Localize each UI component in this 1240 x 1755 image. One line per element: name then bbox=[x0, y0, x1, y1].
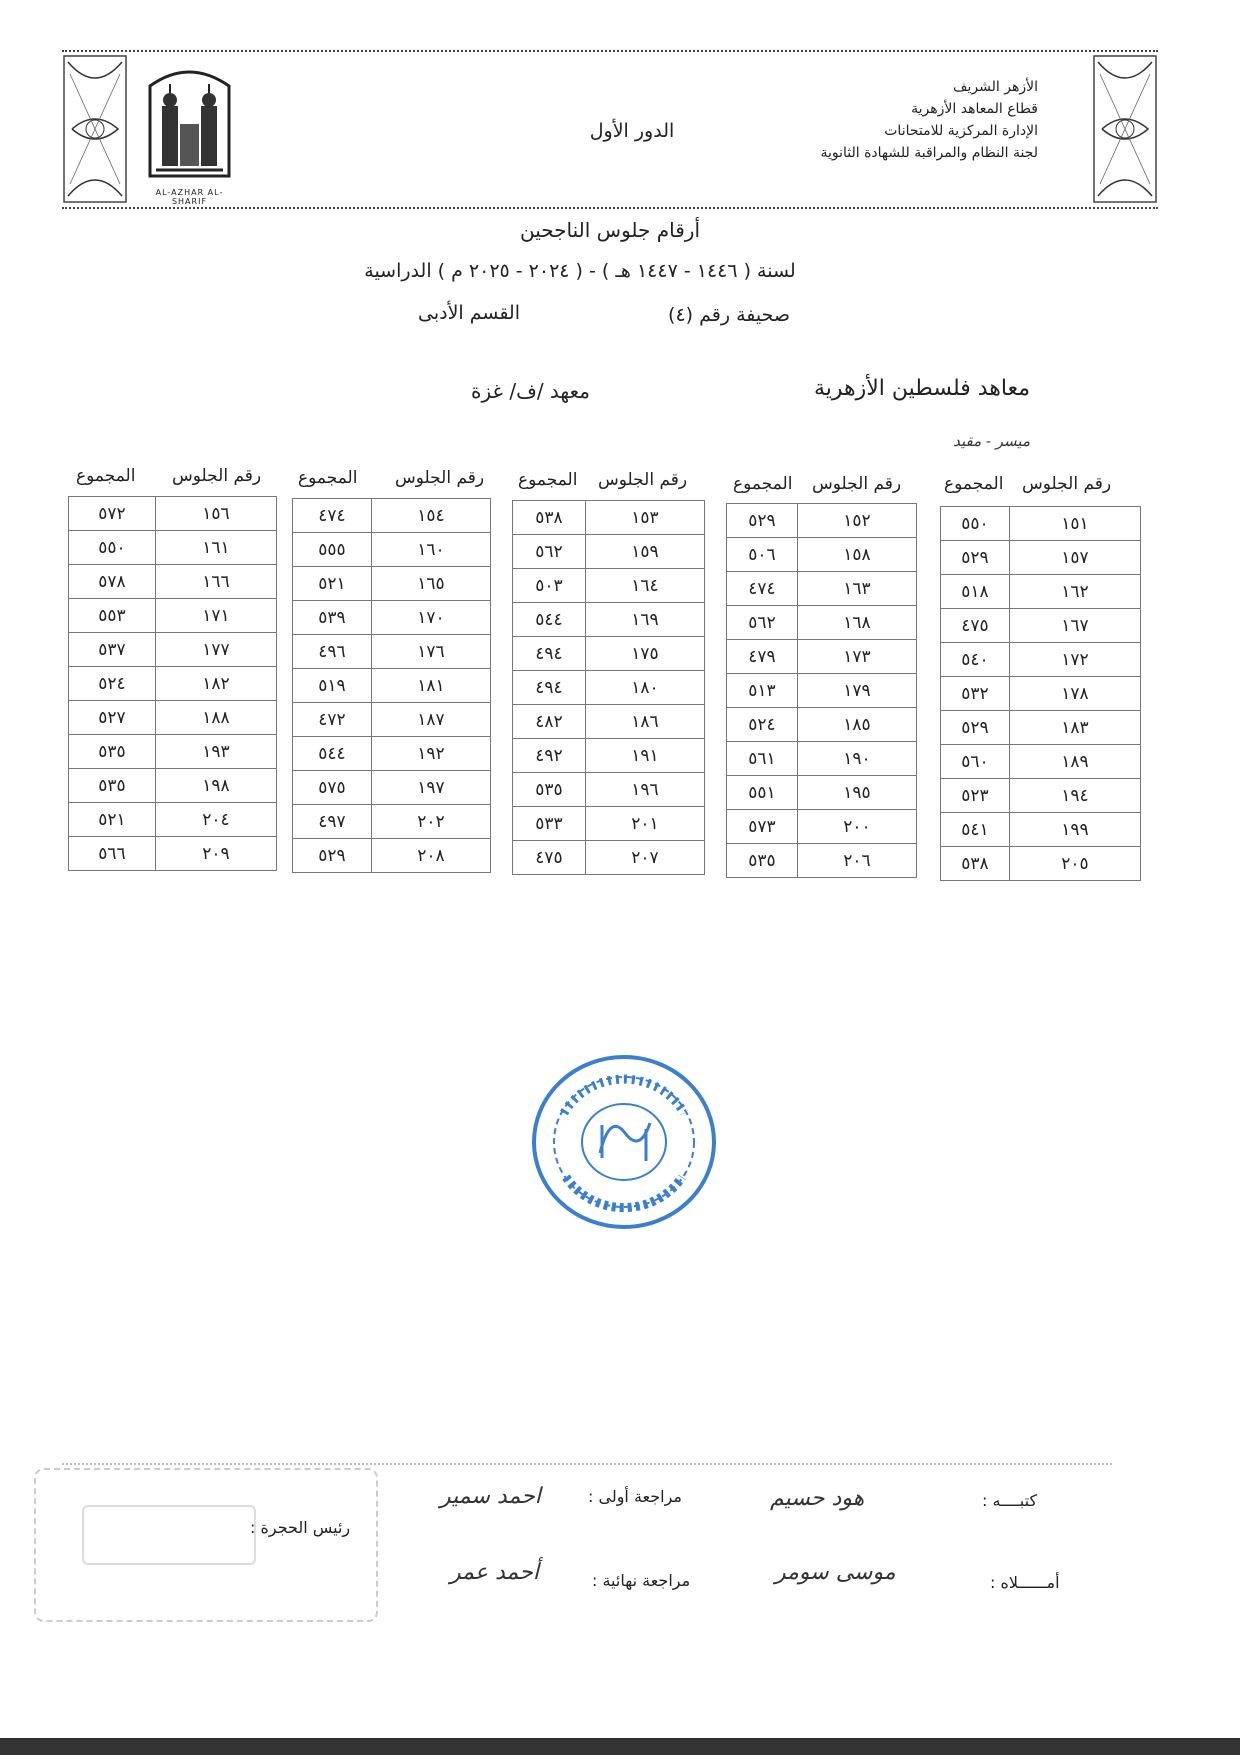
official-stamp-icon bbox=[530, 1053, 718, 1231]
table-row bbox=[941, 813, 1141, 847]
total-cell: ٥٢١ bbox=[293, 567, 372, 601]
dictated-by-label: أمــــــلاه : bbox=[990, 1573, 1060, 1592]
seat-number-cell: ١٦٧ bbox=[1010, 609, 1141, 643]
table-row bbox=[727, 674, 917, 708]
seat-number-cell: ٢٠٥ bbox=[1010, 847, 1141, 881]
col-header-total-4: المجموع bbox=[298, 468, 358, 488]
total-cell: ٥٢٤ bbox=[727, 708, 798, 742]
seat-number-cell: ١٥١ bbox=[1010, 507, 1141, 541]
seat-number-cell: ١٧٢ bbox=[1010, 643, 1141, 677]
seat-number-cell: ١٧٨ bbox=[1010, 677, 1141, 711]
seat-number-cell: ١٥٢ bbox=[798, 504, 917, 538]
table-row bbox=[69, 497, 277, 531]
seat-number-cell: ١٦٤ bbox=[586, 569, 705, 603]
total-cell: ٥٣٧ bbox=[69, 633, 156, 667]
total-cell: ٥٦٦ bbox=[69, 837, 156, 871]
table-row bbox=[513, 773, 705, 807]
header-frame bbox=[62, 50, 1158, 209]
dictated-by-signature: موسى سومر bbox=[775, 1560, 896, 1585]
seat-number-cell: ٢٠٠ bbox=[798, 810, 917, 844]
total-cell: ٥٢٩ bbox=[941, 541, 1010, 575]
table-row bbox=[727, 606, 917, 640]
academic-year: لسنة ( ١٤٤٦ - ١٤٤٧ هـ ) - ( ٢٠٢٤ - ٢٠٢٥ م ) الدراسية bbox=[364, 260, 796, 282]
seat-number-cell: ١٧٩ bbox=[798, 674, 917, 708]
institute-label: معهد /ف/ غزة bbox=[471, 379, 590, 403]
total-cell: ٥٢٩ bbox=[941, 711, 1010, 745]
table-row bbox=[513, 739, 705, 773]
total-cell: ٤٩٦ bbox=[293, 635, 372, 669]
seat-number-cell: ١٩٧ bbox=[372, 771, 491, 805]
seat-number-cell: ١٥٤ bbox=[372, 499, 491, 533]
seat-number-cell: ١٧١ bbox=[156, 599, 277, 633]
table-row bbox=[727, 844, 917, 878]
total-cell: ٥٤١ bbox=[941, 813, 1010, 847]
total-cell: ٤٧٤ bbox=[727, 572, 798, 606]
total-cell: ٤٨٢ bbox=[513, 705, 586, 739]
seat-number-cell: ٢٠٤ bbox=[156, 803, 277, 837]
table-row bbox=[69, 735, 277, 769]
col-header-total-5: المجموع bbox=[76, 466, 136, 486]
table-row bbox=[941, 609, 1141, 643]
seat-number-cell: ١٨٦ bbox=[586, 705, 705, 739]
total-cell: ٥١٨ bbox=[941, 575, 1010, 609]
total-cell: ٥٥٠ bbox=[941, 507, 1010, 541]
section-label: القسم الأدبى bbox=[417, 302, 520, 324]
total-cell: ٥١٩ bbox=[293, 669, 372, 703]
total-cell: ٥٧٣ bbox=[727, 810, 798, 844]
seat-number-cell: ١٦١ bbox=[156, 531, 277, 565]
table-row bbox=[727, 810, 917, 844]
seat-number-cell: ١٥٨ bbox=[798, 538, 917, 572]
table-row bbox=[293, 533, 491, 567]
table-row bbox=[513, 671, 705, 705]
seat-number-cell: ١٥٦ bbox=[156, 497, 277, 531]
seat-number-cell: ١٩٣ bbox=[156, 735, 277, 769]
first-review-label: مراجعة أولى : bbox=[588, 1487, 682, 1506]
total-cell: ٥٢٣ bbox=[941, 779, 1010, 813]
table-row bbox=[941, 779, 1141, 813]
total-cell: ٥٣٩ bbox=[293, 601, 372, 635]
seat-number-cell: ١٩٨ bbox=[156, 769, 277, 803]
table-row bbox=[293, 669, 491, 703]
table-row bbox=[513, 637, 705, 671]
page-number-label: صحيفة رقم (٤) bbox=[668, 304, 790, 326]
total-cell: ٥٤٠ bbox=[941, 643, 1010, 677]
seat-number-cell: ١٩٥ bbox=[798, 776, 917, 810]
total-cell: ٤٧٤ bbox=[293, 499, 372, 533]
seat-number-cell: ١٨٥ bbox=[798, 708, 917, 742]
seat-number-cell: ١٨٨ bbox=[156, 701, 277, 735]
seat-number-cell: ١٥٧ bbox=[1010, 541, 1141, 575]
table-row bbox=[941, 575, 1141, 609]
seat-number-cell: ١٦٣ bbox=[798, 572, 917, 606]
col-header-seat-3: رقم الجلوس bbox=[598, 470, 688, 490]
footer-rule bbox=[62, 1463, 1112, 1465]
total-cell: ٥٦٠ bbox=[941, 745, 1010, 779]
final-review-label: مراجعة نهائية : bbox=[592, 1571, 691, 1590]
results-table-1 bbox=[940, 506, 1141, 881]
total-cell: ٤٧٥ bbox=[513, 841, 586, 875]
table-row bbox=[727, 776, 917, 810]
total-cell: ٤٧٩ bbox=[727, 640, 798, 674]
table-row bbox=[941, 541, 1141, 575]
seat-number-cell: ٢٠٢ bbox=[372, 805, 491, 839]
results-table-5 bbox=[68, 496, 277, 871]
table-row bbox=[293, 703, 491, 737]
table-row bbox=[727, 572, 917, 606]
total-cell: ٥٦٢ bbox=[727, 606, 798, 640]
total-cell: ٥٥٥ bbox=[293, 533, 372, 567]
total-cell: ٥٣٨ bbox=[513, 501, 586, 535]
total-cell: ٥٢٤ bbox=[69, 667, 156, 701]
seat-number-cell: ١٦٥ bbox=[372, 567, 491, 601]
total-cell: ٤٩٤ bbox=[513, 637, 586, 671]
col-header-seat-2: رقم الجلوس bbox=[812, 474, 902, 494]
results-table-4 bbox=[292, 498, 491, 873]
col-header-seat-5: رقم الجلوس bbox=[172, 466, 262, 486]
total-cell: ٥٣٢ bbox=[941, 677, 1010, 711]
total-cell: ٥٤٤ bbox=[513, 603, 586, 637]
col-header-total-3: المجموع bbox=[518, 470, 578, 490]
table-row bbox=[513, 705, 705, 739]
table-row bbox=[941, 643, 1141, 677]
table-row bbox=[69, 633, 277, 667]
issuer-line-3: الإدارة المركزية للامتحانات bbox=[884, 123, 1038, 139]
total-cell: ٥٦٢ bbox=[513, 535, 586, 569]
total-cell: ٥٣٥ bbox=[727, 844, 798, 878]
scan-edge bbox=[0, 1738, 1240, 1755]
total-cell: ٥٠٦ bbox=[727, 538, 798, 572]
issuer-block bbox=[678, 76, 1038, 164]
first-review-signature: احمد سمير bbox=[440, 1484, 541, 1509]
right-ornament-icon bbox=[1092, 54, 1158, 204]
total-cell: ٤٩٢ bbox=[513, 739, 586, 773]
seat-number-cell: ٢٠٩ bbox=[156, 837, 277, 871]
total-cell: ٥٢١ bbox=[69, 803, 156, 837]
total-cell: ٤٧٢ bbox=[293, 703, 372, 737]
total-cell: ٥٣٨ bbox=[941, 847, 1010, 881]
total-cell: ٥٣٣ bbox=[513, 807, 586, 841]
table-row bbox=[69, 565, 277, 599]
table-row bbox=[69, 599, 277, 633]
seat-number-cell: ١٧٠ bbox=[372, 601, 491, 635]
seat-number-cell: ١٨٠ bbox=[586, 671, 705, 705]
azhar-logo bbox=[142, 66, 237, 206]
handwritten-note: ميسر - مقيد bbox=[953, 432, 1030, 450]
total-cell: ٥٧٨ bbox=[69, 565, 156, 599]
results-table-3 bbox=[512, 500, 705, 875]
issuer-line-2: قطاع المعاهد الأزهرية bbox=[911, 101, 1038, 117]
seat-number-cell: ١٨٩ bbox=[1010, 745, 1141, 779]
table-row bbox=[513, 603, 705, 637]
seat-number-cell: ١٥٣ bbox=[586, 501, 705, 535]
table-row bbox=[941, 507, 1141, 541]
seat-number-cell: ١٨١ bbox=[372, 669, 491, 703]
table-row bbox=[69, 803, 277, 837]
col-header-seat-4: رقم الجلوس bbox=[395, 468, 485, 488]
total-cell: ٥٥٠ bbox=[69, 531, 156, 565]
total-cell: ٥٢٩ bbox=[293, 839, 372, 873]
total-cell: ٥٢٧ bbox=[69, 701, 156, 735]
total-cell: ٥٥١ bbox=[727, 776, 798, 810]
col-header-seat-1: رقم الجلوس bbox=[1022, 474, 1112, 494]
seat-number-cell: ٢٠١ bbox=[586, 807, 705, 841]
table-row bbox=[727, 708, 917, 742]
seat-number-cell: ٢٠٨ bbox=[372, 839, 491, 873]
seat-number-cell: ١٧٦ bbox=[372, 635, 491, 669]
table-row bbox=[293, 737, 491, 771]
seat-number-cell: ١٩٦ bbox=[586, 773, 705, 807]
col-header-total-2: المجموع bbox=[733, 474, 793, 494]
written-by-signature: هود حسيم bbox=[770, 1486, 865, 1511]
seat-number-cell: ١٦٨ bbox=[798, 606, 917, 640]
total-cell: ٥٣٥ bbox=[69, 769, 156, 803]
seat-number-cell: ١٨٣ bbox=[1010, 711, 1141, 745]
total-cell: ٥٤٤ bbox=[293, 737, 372, 771]
table-row bbox=[69, 837, 277, 871]
region-label: معاهد فلسطين الأزهرية bbox=[813, 376, 1030, 401]
page-title: أرقام جلوس الناجحين bbox=[519, 218, 700, 242]
seat-number-cell: ١٧٧ bbox=[156, 633, 277, 667]
seat-number-cell: ١٨٢ bbox=[156, 667, 277, 701]
written-by-label: كتبــــه : bbox=[982, 1491, 1038, 1510]
total-cell: ٥٦١ bbox=[727, 742, 798, 776]
table-row bbox=[293, 601, 491, 635]
total-cell: ٥٠٣ bbox=[513, 569, 586, 603]
total-cell: ٤٧٥ bbox=[941, 609, 1010, 643]
table-row bbox=[513, 535, 705, 569]
seat-number-cell: ١٥٩ bbox=[586, 535, 705, 569]
exam-round: الدور الأول bbox=[589, 120, 675, 142]
table-row bbox=[513, 807, 705, 841]
total-cell: ٤٩٤ bbox=[513, 671, 586, 705]
seat-number-cell: ١٩٤ bbox=[1010, 779, 1141, 813]
table-row bbox=[293, 635, 491, 669]
logo-caption: AL-AZHAR AL-SHARIF bbox=[155, 188, 224, 206]
table-row bbox=[69, 667, 277, 701]
seat-number-cell: ١٨٧ bbox=[372, 703, 491, 737]
seat-number-cell: ١٧٥ bbox=[586, 637, 705, 671]
total-cell: ٥٢٩ bbox=[727, 504, 798, 538]
table-row bbox=[941, 847, 1141, 881]
total-cell: ٥٣٥ bbox=[513, 773, 586, 807]
table-row bbox=[293, 499, 491, 533]
table-row bbox=[513, 501, 705, 535]
table-row bbox=[727, 742, 917, 776]
total-cell: ٥٧٥ bbox=[293, 771, 372, 805]
room-head-label: رئيس الحجرة : bbox=[250, 1518, 351, 1537]
col-header-total-1: المجموع bbox=[944, 474, 1004, 494]
table-row bbox=[69, 531, 277, 565]
table-row bbox=[941, 677, 1141, 711]
final-review-signature: أحمد عمر bbox=[450, 1560, 539, 1585]
total-cell: ٥٣٥ bbox=[69, 735, 156, 769]
seat-number-cell: ١٧٣ bbox=[798, 640, 917, 674]
issuer-line-4: لجنة النظام والمراقبة للشهادة الثانوية bbox=[820, 145, 1038, 161]
total-cell: ٥٧٢ bbox=[69, 497, 156, 531]
table-row bbox=[727, 504, 917, 538]
seat-number-cell: ١٦٢ bbox=[1010, 575, 1141, 609]
left-ornament-icon bbox=[62, 54, 128, 204]
seat-number-cell: ١٩٠ bbox=[798, 742, 917, 776]
total-cell: ٥١٣ bbox=[727, 674, 798, 708]
table-row bbox=[293, 567, 491, 601]
results-table-2 bbox=[726, 503, 917, 878]
table-row bbox=[69, 701, 277, 735]
issuer-line-1: الأزهر الشريف bbox=[953, 79, 1038, 95]
room-head-stamp-icon bbox=[82, 1505, 256, 1565]
table-row bbox=[293, 839, 491, 873]
seat-number-cell: ١٦٦ bbox=[156, 565, 277, 599]
total-cell: ٥٥٣ bbox=[69, 599, 156, 633]
table-row bbox=[69, 769, 277, 803]
seat-number-cell: ٢٠٧ bbox=[586, 841, 705, 875]
seat-number-cell: ١٦٩ bbox=[586, 603, 705, 637]
table-row bbox=[513, 569, 705, 603]
table-row bbox=[941, 745, 1141, 779]
table-row bbox=[941, 711, 1141, 745]
table-row bbox=[727, 640, 917, 674]
seat-number-cell: ٢٠٦ bbox=[798, 844, 917, 878]
seat-number-cell: ١٩٢ bbox=[372, 737, 491, 771]
table-row bbox=[513, 841, 705, 875]
seat-number-cell: ١٩٩ bbox=[1010, 813, 1141, 847]
table-row bbox=[727, 538, 917, 572]
seat-number-cell: ١٩١ bbox=[586, 739, 705, 773]
seat-number-cell: ١٦٠ bbox=[372, 533, 491, 567]
table-row bbox=[293, 771, 491, 805]
table-row bbox=[293, 805, 491, 839]
total-cell: ٤٩٧ bbox=[293, 805, 372, 839]
